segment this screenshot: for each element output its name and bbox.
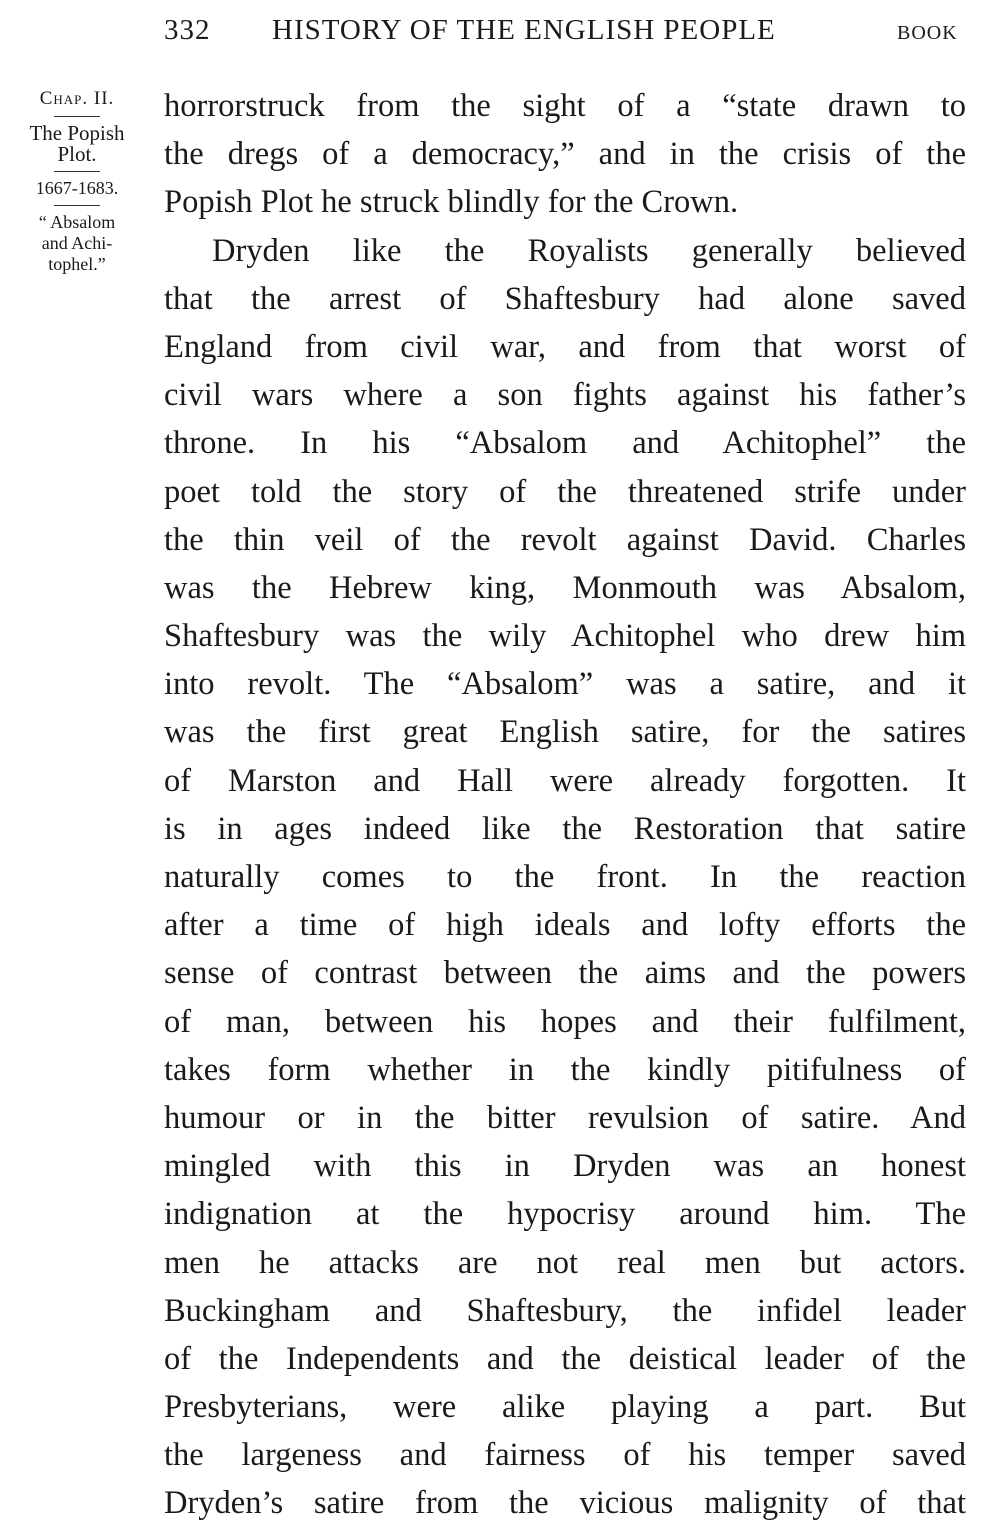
text-line: was the Hebrew king, Monmouth was Absalom,: [164, 569, 966, 606]
text-line: Buckingham and Shaftesbury, the infidel leader: [164, 1292, 966, 1329]
topic-note-line: The Popish: [29, 121, 125, 145]
body-text: [164, 82, 966, 1528]
margin-divider: [54, 171, 100, 172]
book-label: BOOK: [897, 22, 958, 44]
text-line: was the first great English satire, for the satires: [164, 714, 966, 751]
text-line: sense of contrast between the aims and the powers: [164, 955, 966, 992]
text-line: the thin veil of the revolt against David. Charles: [164, 521, 966, 558]
text-line: indignation at the hypocrisy around him. The: [164, 1196, 966, 1233]
topic-note-line: Plot.: [57, 142, 97, 166]
chapter-label: Chap. II.: [39, 88, 115, 109]
text-line: England from civil war, and from that worst of: [164, 328, 966, 365]
text-line: men he attacks are not real men but actors.: [164, 1244, 966, 1281]
poem-note-line: and Achi-: [41, 233, 113, 253]
text-line: into revolt. The “Absalom” was a satire, and it: [164, 666, 966, 703]
poem-note-line: “ Absalom: [38, 212, 116, 232]
text-line: mingled with this in Dryden was an honest: [164, 1148, 966, 1185]
text-line: of the Independents and the deistical leader of the: [164, 1340, 966, 1377]
text-line: that the arrest of Shaftesbury had alone saved: [164, 280, 966, 317]
text-line: of man, between his hopes and their fulfilment,: [164, 1003, 966, 1040]
text-line: the largeness and fairness of his temper saved: [164, 1437, 966, 1474]
text-line: naturally comes to the front. In the reaction: [164, 859, 966, 895]
text-line: horrorstruck from the sight of a “state drawn to: [164, 88, 966, 124]
margin-divider: [54, 116, 100, 117]
running-title: HISTORY OF THE ENGLISH PEOPLE: [272, 14, 776, 46]
poem-note-line: tophel.”: [48, 254, 106, 274]
text-line: humour or in the bitter revulsion of satire. And: [164, 1099, 966, 1136]
text-line: throne. In his “Absalom and Achitophel” the: [164, 425, 966, 462]
text-line: Popish Plot he struck blindly for the Crown.: [164, 184, 739, 221]
text-line: after a time of high ideals and lofty efforts the: [164, 907, 966, 944]
text-line: the dregs of a democracy,” and in the crisis of the: [164, 136, 966, 173]
text-line: Shaftesbury was the wily Achitophel who drew him: [164, 618, 966, 655]
text-line: Dryden like the Royalists generally believed: [212, 232, 966, 269]
text-line: is in ages indeed like the Restoration that satire: [164, 810, 966, 847]
page-number: 332: [164, 14, 211, 46]
text-line: takes form whether in the kindly pitifulness of: [164, 1051, 966, 1088]
text-line: civil wars where a son fights against his father’s: [164, 377, 966, 414]
margin-divider: [54, 205, 100, 206]
running-header: [0, 8, 1000, 52]
margin-notes: [6, 88, 148, 275]
text-line: of Marston and Hall were already forgotten. It: [164, 762, 966, 799]
text-line: Dryden’s satire from the vicious malignity of that: [164, 1485, 966, 1522]
text-line: Presbyterians, were alike playing a part. But: [164, 1389, 966, 1426]
date-range-note: 1667-1683.: [35, 178, 119, 198]
text-line: poet told the story of the threatened strife under: [164, 473, 966, 510]
